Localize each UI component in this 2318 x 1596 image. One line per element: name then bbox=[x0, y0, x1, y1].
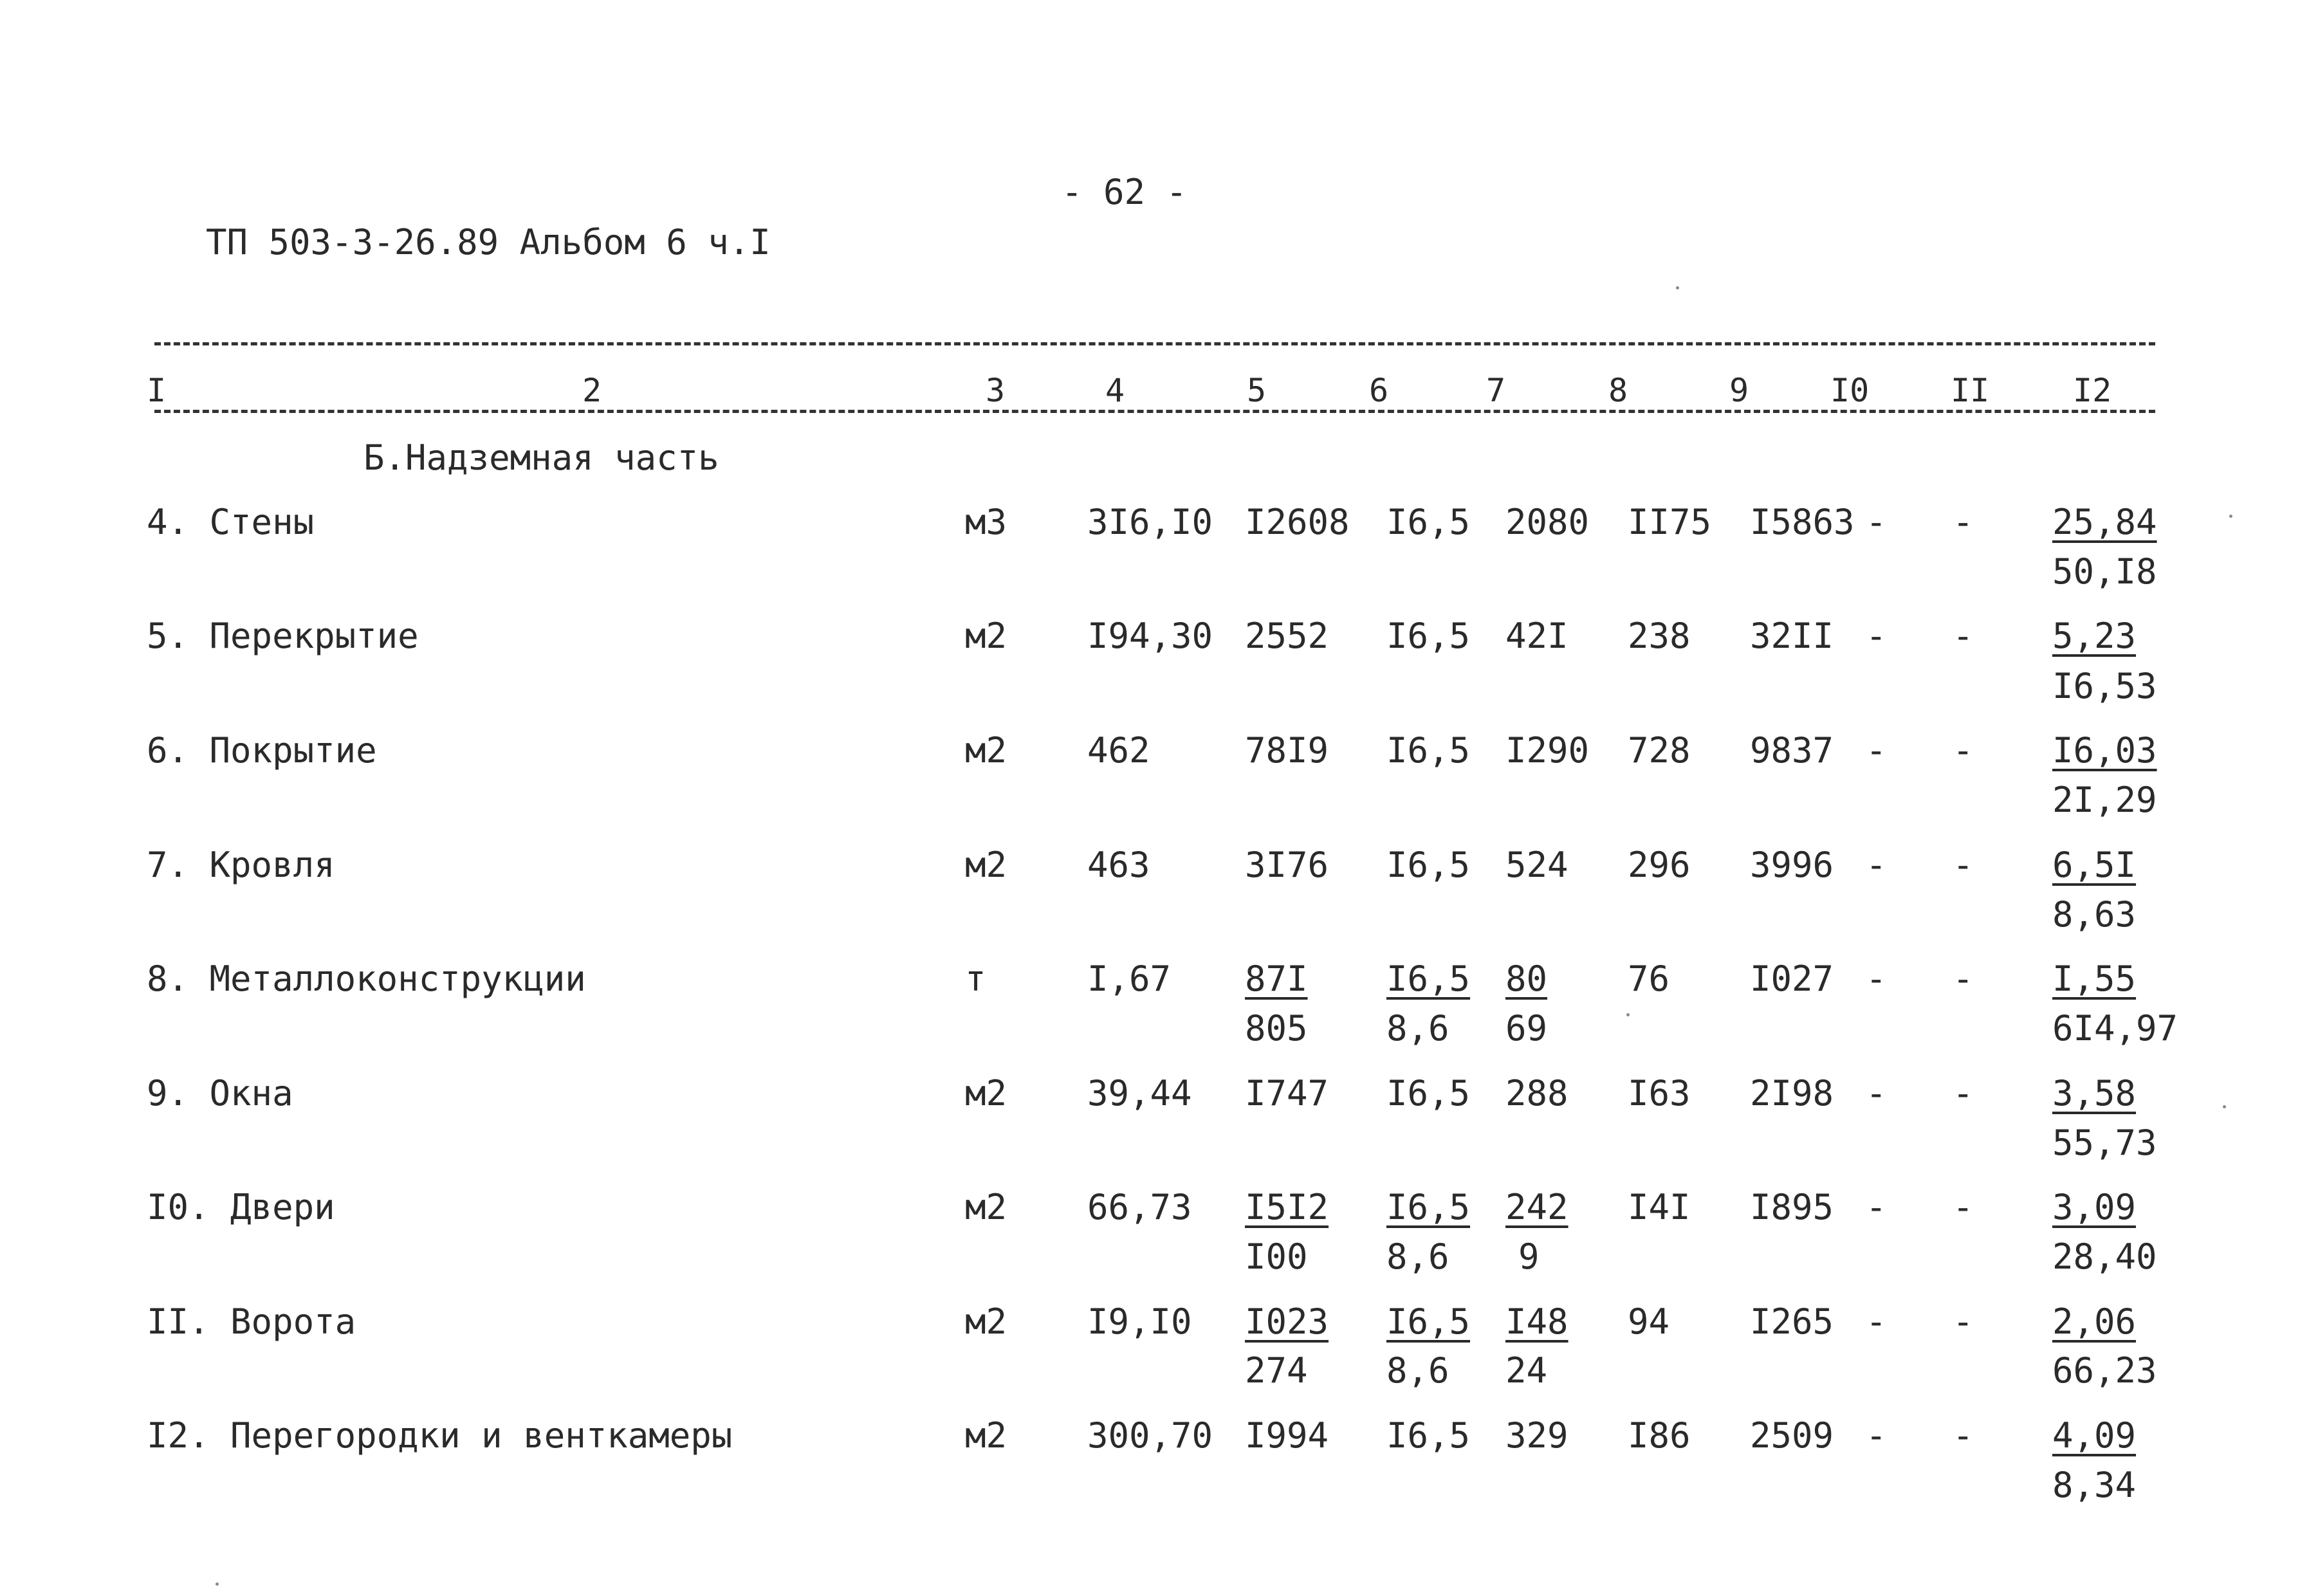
table-cell-numerator: 4,09 bbox=[2052, 1415, 2137, 1456]
column-header: 6 bbox=[1369, 372, 1389, 409]
unit-cell: м2 bbox=[965, 845, 1007, 885]
table-cell: I6,5 bbox=[1386, 1073, 1471, 1114]
unit-cell: м2 bbox=[965, 1415, 1007, 1456]
table-cell: - bbox=[1866, 1187, 1887, 1227]
table-cell: I6,5 bbox=[1386, 616, 1471, 656]
unit-cell: м2 bbox=[965, 616, 1007, 656]
table-cell: I290 bbox=[1505, 730, 1590, 771]
column-header: 2 bbox=[582, 372, 602, 409]
table-cell: - bbox=[1866, 1415, 1887, 1456]
table-cell: 238 bbox=[1628, 616, 1691, 656]
table-cell-denominator: 8,6 bbox=[1386, 1350, 1449, 1391]
page-number: - 62 - bbox=[1062, 172, 1188, 212]
column-header: 3 bbox=[986, 372, 1006, 409]
table-cell: I4I bbox=[1628, 1187, 1691, 1227]
table-cell: 66,73 bbox=[1087, 1187, 1192, 1227]
table-cell-numerator: I6,5 bbox=[1386, 1187, 1471, 1227]
table-cell: II75 bbox=[1628, 502, 1712, 542]
scan-speck bbox=[2229, 515, 2232, 518]
document-code: ТП 503-3-26.89 Альбом 6 ч.I bbox=[206, 222, 771, 262]
table-cell: - bbox=[1866, 616, 1887, 656]
unit-cell: м2 bbox=[965, 1301, 1007, 1342]
table-cell: 463 bbox=[1087, 845, 1150, 885]
table-cell: I2608 bbox=[1245, 502, 1350, 542]
table-cell: I5863 bbox=[1750, 502, 1855, 542]
table-cell: I94,30 bbox=[1087, 616, 1213, 656]
table-cell: I6,5 bbox=[1386, 502, 1471, 542]
table-cell: I895 bbox=[1750, 1187, 1834, 1227]
table-cell: I9,I0 bbox=[1087, 1301, 1192, 1342]
table-cell: I265 bbox=[1750, 1301, 1834, 1342]
unit-cell: т bbox=[965, 959, 986, 999]
table-cell-numerator: 80 bbox=[1505, 959, 1548, 999]
table-cell: I6,5 bbox=[1386, 1415, 1471, 1456]
table-cell-denominator: 24 bbox=[1505, 1350, 1548, 1391]
table-cell: - bbox=[1953, 730, 1974, 771]
section-title: Б.Надземная часть bbox=[363, 437, 719, 478]
column-header: II bbox=[1951, 372, 1990, 409]
table-cell: I6,5 bbox=[1386, 730, 1471, 771]
column-header: 9 bbox=[1729, 372, 1749, 409]
table-cell-numerator: I48 bbox=[1505, 1301, 1568, 1342]
row-name: 6. Покрытие bbox=[147, 730, 377, 771]
table-cell-denominator: 9 bbox=[1518, 1236, 1540, 1277]
table-cell: 42I bbox=[1505, 616, 1568, 656]
table-cell: 76 bbox=[1628, 959, 1670, 999]
table-cell-numerator: 6,5I bbox=[2052, 845, 2137, 885]
table-cell: 2509 bbox=[1750, 1415, 1834, 1456]
row-name: 4. Стены bbox=[147, 502, 315, 542]
table-cell-numerator: 242 bbox=[1505, 1187, 1568, 1227]
table-cell-numerator: I5I2 bbox=[1245, 1187, 1329, 1227]
row-name: 5. Перекрытие bbox=[147, 616, 419, 656]
table-cell: - bbox=[1953, 502, 1974, 542]
table-cell: - bbox=[1953, 1301, 1974, 1342]
table-cell: I027 bbox=[1750, 959, 1834, 999]
table-cell-numerator: 5,23 bbox=[2052, 616, 2137, 656]
table-cell-numerator: I,55 bbox=[2052, 959, 2137, 999]
table-cell-denominator: 8,34 bbox=[2052, 1465, 2137, 1505]
table-cell: 728 bbox=[1628, 730, 1691, 771]
column-header: I bbox=[147, 372, 167, 409]
column-header: 4 bbox=[1105, 372, 1125, 409]
table-cell: - bbox=[1953, 616, 1974, 656]
row-name: II. Ворота bbox=[147, 1301, 356, 1342]
table-cell: 3I76 bbox=[1245, 845, 1329, 885]
table-cell: I63 bbox=[1628, 1073, 1691, 1114]
table-cell-numerator: 2,06 bbox=[2052, 1301, 2137, 1342]
table-cell-denominator: 2I,29 bbox=[2052, 780, 2157, 820]
header-top-rule bbox=[154, 342, 2155, 345]
unit-cell: м2 bbox=[965, 1073, 1007, 1114]
table-cell: I747 bbox=[1245, 1073, 1329, 1114]
table-cell-numerator: 3,58 bbox=[2052, 1073, 2137, 1114]
table-cell: 32II bbox=[1750, 616, 1834, 656]
table-cell: - bbox=[1866, 1301, 1887, 1342]
column-header: I2 bbox=[2073, 372, 2112, 409]
table-cell: 3I6,I0 bbox=[1087, 502, 1213, 542]
table-cell-numerator: 3,09 bbox=[2052, 1187, 2137, 1227]
table-cell: 2552 bbox=[1245, 616, 1329, 656]
row-name: I0. Двери bbox=[147, 1187, 335, 1227]
table-cell: - bbox=[1953, 845, 1974, 885]
row-name: 7. Кровля bbox=[147, 845, 335, 885]
table-cell-numerator: I6,5 bbox=[1386, 959, 1471, 999]
table-cell: I,67 bbox=[1087, 959, 1172, 999]
table-cell: 329 bbox=[1505, 1415, 1568, 1456]
table-cell: I86 bbox=[1628, 1415, 1691, 1456]
table-cell: - bbox=[1866, 1073, 1887, 1114]
table-cell-denominator: 66,23 bbox=[2052, 1350, 2157, 1391]
table-cell-numerator: 87I bbox=[1245, 959, 1308, 999]
table-cell: 2I98 bbox=[1750, 1073, 1834, 1114]
row-name: 8. Металлоконструкции bbox=[147, 959, 586, 999]
table-cell: - bbox=[1866, 730, 1887, 771]
scan-speck bbox=[1676, 286, 1679, 289]
scan-speck bbox=[216, 1582, 219, 1586]
table-cell-denominator: 805 bbox=[1245, 1008, 1308, 1049]
table-cell-denominator: 50,I8 bbox=[2052, 551, 2157, 592]
table-cell-numerator: I023 bbox=[1245, 1301, 1329, 1342]
table-cell: - bbox=[1953, 1415, 1974, 1456]
table-cell-denominator: 69 bbox=[1505, 1008, 1548, 1049]
column-header: I0 bbox=[1830, 372, 1870, 409]
table-cell: 9837 bbox=[1750, 730, 1834, 771]
table-cell: 2080 bbox=[1505, 502, 1590, 542]
table-cell: - bbox=[1953, 1073, 1974, 1114]
table-cell: 524 bbox=[1505, 845, 1568, 885]
table-cell-denominator: 8,6 bbox=[1386, 1008, 1449, 1049]
row-name: 9. Окна bbox=[147, 1073, 293, 1114]
table-cell-denominator: 28,40 bbox=[2052, 1236, 2157, 1277]
table-cell-numerator: I6,03 bbox=[2052, 730, 2157, 771]
table-cell-denominator: I00 bbox=[1245, 1236, 1308, 1277]
table-cell-denominator: 55,73 bbox=[2052, 1123, 2157, 1163]
table-cell: I994 bbox=[1245, 1415, 1329, 1456]
table-cell-numerator: 25,84 bbox=[2052, 502, 2157, 542]
column-header: 8 bbox=[1608, 372, 1628, 409]
table-cell: - bbox=[1953, 1187, 1974, 1227]
scan-speck bbox=[2223, 1105, 2226, 1108]
table-cell: 39,44 bbox=[1087, 1073, 1192, 1114]
table-cell: 296 bbox=[1628, 845, 1691, 885]
table-cell: - bbox=[1866, 502, 1887, 542]
table-cell-denominator: 8,6 bbox=[1386, 1236, 1449, 1277]
table-cell-denominator: 274 bbox=[1245, 1350, 1308, 1391]
table-cell: 462 bbox=[1087, 730, 1150, 771]
table-cell-denominator: I6,53 bbox=[2052, 666, 2157, 706]
unit-cell: м2 bbox=[965, 1187, 1007, 1227]
table-cell: I6,5 bbox=[1386, 845, 1471, 885]
table-cell: 3996 bbox=[1750, 845, 1834, 885]
table-cell-denominator: 8,63 bbox=[2052, 894, 2137, 935]
header-bottom-rule bbox=[154, 410, 2155, 413]
table-cell: 94 bbox=[1628, 1301, 1670, 1342]
unit-cell: м2 bbox=[965, 730, 1007, 771]
table-cell: - bbox=[1953, 959, 1974, 999]
table-cell: 288 bbox=[1505, 1073, 1568, 1114]
table-cell-denominator: 6I4,97 bbox=[2052, 1008, 2178, 1049]
column-header: 7 bbox=[1486, 372, 1506, 409]
scan-speck bbox=[1626, 1013, 1630, 1016]
column-header: 5 bbox=[1247, 372, 1267, 409]
table-cell: 300,70 bbox=[1087, 1415, 1213, 1456]
table-cell-numerator: I6,5 bbox=[1386, 1301, 1471, 1342]
table-cell: - bbox=[1866, 959, 1887, 999]
table-cell: - bbox=[1866, 845, 1887, 885]
row-name: I2. Перегородки и венткамеры bbox=[147, 1415, 733, 1456]
table-cell: 78I9 bbox=[1245, 730, 1329, 771]
unit-cell: м3 bbox=[965, 502, 1007, 542]
